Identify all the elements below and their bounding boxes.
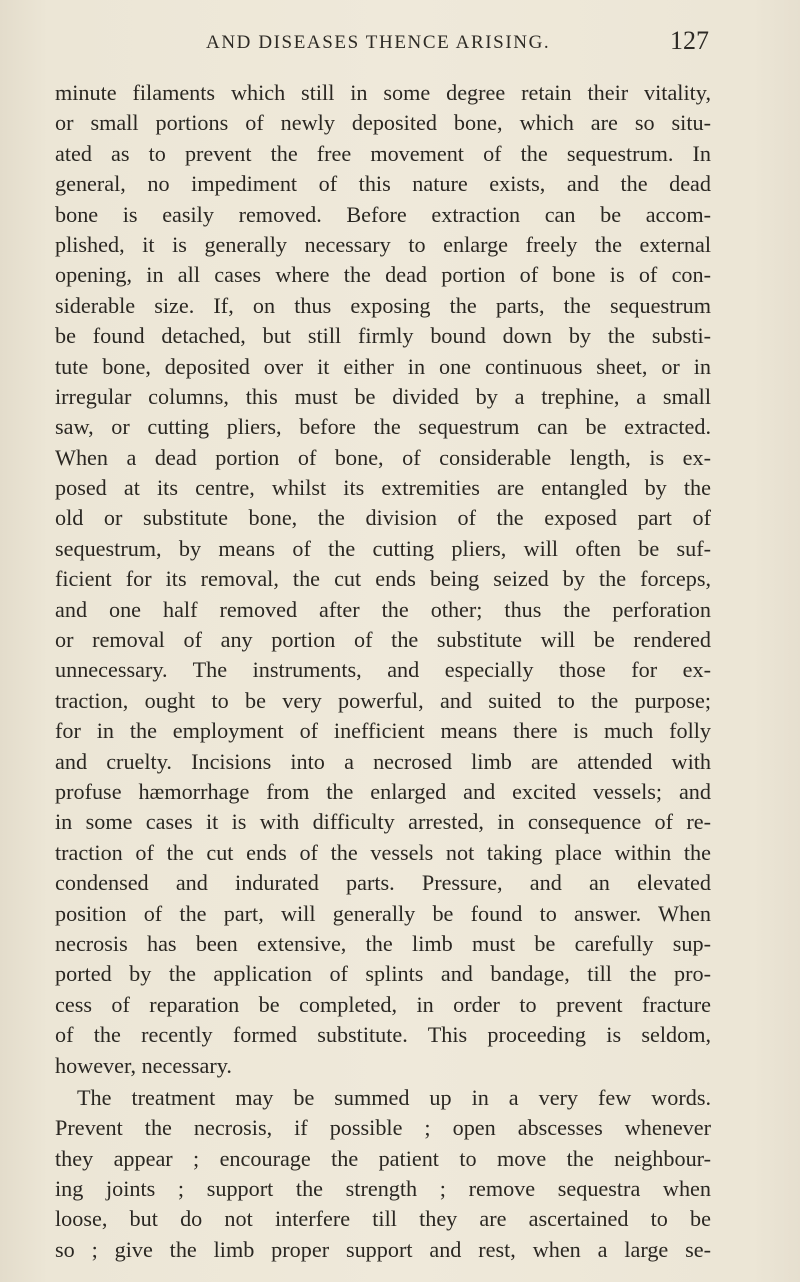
text-line: saw, or cutting pliers, before the sequestrum can be extracted. (55, 414, 711, 440)
text-line: irregular columns, this must be divided by a trephine, a small (55, 383, 711, 409)
text-line: or small portions of newly deposited bone, which are so situ- (55, 110, 711, 136)
text-line: in some cases it is with difficulty arrested, in consequence of re- (55, 809, 711, 835)
text-line: traction, ought to be very powerful, and suited to the purpose; (55, 687, 711, 713)
text-line: ing joints ; support the strength ; remove sequestra when (55, 1176, 711, 1202)
body-text (55, 78, 711, 1265)
text-line: for in the employment of inefficient means there is much folly (55, 718, 711, 744)
text-line: The treatment may be summed up in a very few words. (77, 1084, 711, 1110)
text-line: so ; give the limb proper support and rest, when a large se- (55, 1236, 711, 1262)
text-line: and cruelty. Incisions into a necrosed limb are attended with (55, 748, 711, 774)
text-line: profuse hæmorrhage from the enlarged and excited vessels; and (55, 778, 711, 804)
text-line: traction of the cut ends of the vessels not taking place within the (55, 839, 711, 865)
text-line: position of the part, will generally be found to answer. When (55, 900, 711, 926)
text-line: minute filaments which still in some degree retain their vitality, (55, 80, 711, 105)
text-line: unnecessary. The instruments, and especially those for ex- (55, 657, 711, 683)
text-line: Prevent the necrosis, if possible ; open abscesses whenever (55, 1115, 711, 1141)
text-line: ated as to prevent the free movement of the sequestrum. In (55, 140, 711, 166)
text-line: be found detached, but still firmly bound down by the substi- (55, 323, 711, 349)
text-line: cess of reparation be completed, in order to prevent fracture (55, 991, 711, 1017)
text-line: they appear ; encourage the patient to move the neighbour- (55, 1145, 711, 1171)
text-line: however, necessary. (55, 1052, 232, 1078)
text-line: plished, it is generally necessary to enlarge freely the external (55, 231, 711, 257)
text-line: ficient for its removal, the cut ends being seized by the forceps, (55, 566, 711, 592)
page-number: 127 (670, 26, 709, 55)
text-line: posed at its centre, whilst its extremities are entangled by the (55, 475, 711, 501)
running-head (0, 24, 800, 58)
text-line: general, no impediment of this nature exists, and the dead (55, 171, 711, 197)
text-line: loose, but do not interfere till they are ascertained to be (55, 1206, 711, 1232)
text-line: opening, in all cases where the dead portion of bone is of con- (55, 262, 711, 288)
text-line: condensed and indurated parts. Pressure, and an elevated (55, 870, 711, 896)
text-line: bone is easily removed. Before extraction can be accom- (55, 201, 711, 227)
paragraph-2 (55, 1083, 711, 1265)
text-line: When a dead portion of bone, of considerable length, is ex- (55, 444, 711, 470)
running-title: AND DISEASES THENCE ARISING. (206, 32, 551, 53)
text-line: siderable size. If, on thus exposing the parts, the sequestrum (55, 292, 711, 318)
text-line: necrosis has been extensive, the limb must be carefully sup- (55, 930, 711, 956)
text-line: ported by the application of splints and bandage, till the pro- (55, 961, 711, 987)
text-line: and one half removed after the other; thus the perforation (55, 596, 711, 622)
text-line: old or substitute bone, the division of the exposed part of (55, 505, 711, 531)
text-line: sequestrum, by means of the cutting pliers, will often be suf- (55, 535, 711, 561)
text-line: of the recently formed substitute. This proceeding is seldom, (55, 1022, 711, 1048)
text-line: or removal of any portion of the substitute will be rendered (55, 627, 711, 653)
paragraph-1 (55, 78, 711, 1081)
text-line: tute bone, deposited over it either in one continuous sheet, or in (55, 353, 711, 379)
